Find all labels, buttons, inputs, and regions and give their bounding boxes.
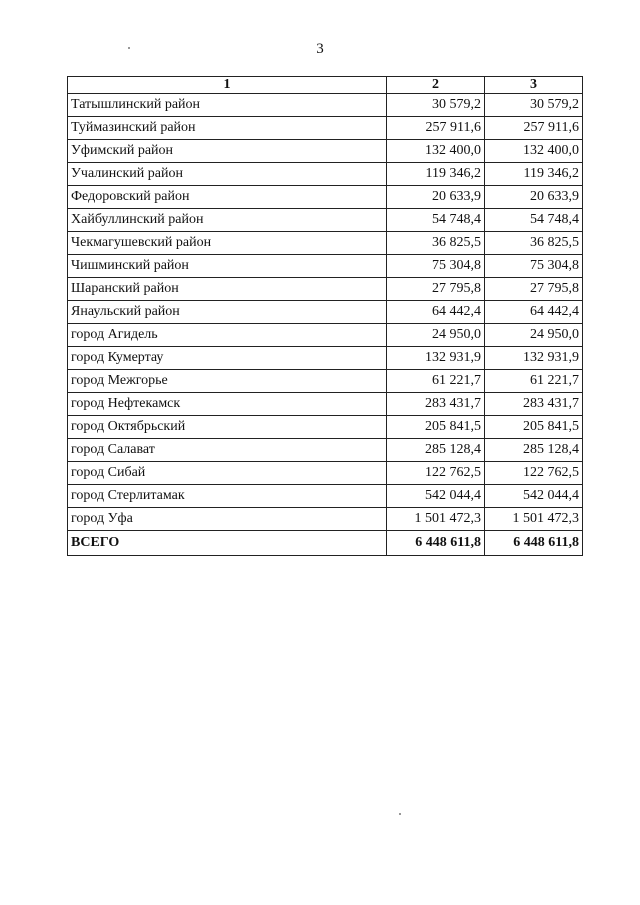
- district-name: Уфимский район: [68, 140, 387, 163]
- value-col3: 1 501 472,3: [485, 508, 583, 531]
- district-name: город Агидель: [68, 324, 387, 347]
- header-row: [68, 77, 583, 94]
- district-name: город Октябрьский: [68, 416, 387, 439]
- table-row: [68, 370, 583, 393]
- value-col3: 257 911,6: [485, 117, 583, 140]
- column-header: 2: [387, 77, 485, 94]
- district-name: Туймазинский район: [68, 117, 387, 140]
- value-col3: 285 128,4: [485, 439, 583, 462]
- value-col3: 24 950,0: [485, 324, 583, 347]
- table-row: [68, 94, 583, 117]
- table-row: [68, 140, 583, 163]
- district-name: город Уфа: [68, 508, 387, 531]
- value-col3: 132 931,9: [485, 347, 583, 370]
- table-row: [68, 508, 583, 531]
- value-col2: 24 950,0: [387, 324, 485, 347]
- value-col2: 122 762,5: [387, 462, 485, 485]
- value-col2: 20 633,9: [387, 186, 485, 209]
- scan-speck: [399, 813, 401, 815]
- district-name: город Салават: [68, 439, 387, 462]
- district-name: город Нефтекамск: [68, 393, 387, 416]
- district-name: Хайбуллинский район: [68, 209, 387, 232]
- value-col2: 75 304,8: [387, 255, 485, 278]
- value-col3: 20 633,9: [485, 186, 583, 209]
- value-col3: 542 044,4: [485, 485, 583, 508]
- value-col3: 283 431,7: [485, 393, 583, 416]
- value-col2: 36 825,5: [387, 232, 485, 255]
- district-name: Шаранский район: [68, 278, 387, 301]
- table-row: [68, 209, 583, 232]
- table-row: [68, 439, 583, 462]
- value-col2: 132 931,9: [387, 347, 485, 370]
- value-col3: 75 304,8: [485, 255, 583, 278]
- table-row: [68, 186, 583, 209]
- district-name: Янаульский район: [68, 301, 387, 324]
- page-number: 3: [316, 41, 324, 57]
- total-col2: 6 448 611,8: [387, 531, 485, 556]
- value-col3: 30 579,2: [485, 94, 583, 117]
- column-header: 1: [68, 77, 387, 94]
- value-col3: 205 841,5: [485, 416, 583, 439]
- value-col3: 132 400,0: [485, 140, 583, 163]
- district-name: Учалинский район: [68, 163, 387, 186]
- value-col3: 27 795,8: [485, 278, 583, 301]
- district-name: город Межгорье: [68, 370, 387, 393]
- value-col2: 119 346,2: [387, 163, 485, 186]
- district-name: Чекмагушевский район: [68, 232, 387, 255]
- table-row: [68, 301, 583, 324]
- value-col2: 30 579,2: [387, 94, 485, 117]
- value-col2: 205 841,5: [387, 416, 485, 439]
- district-name: Федоровский район: [68, 186, 387, 209]
- district-name: город Стерлитамак: [68, 485, 387, 508]
- table-row: [68, 462, 583, 485]
- value-col2: 1 501 472,3: [387, 508, 485, 531]
- total-row: [68, 531, 583, 556]
- value-col2: 542 044,4: [387, 485, 485, 508]
- column-header: 3: [485, 77, 583, 94]
- table-row: [68, 232, 583, 255]
- table-row: [68, 117, 583, 140]
- value-col2: 54 748,4: [387, 209, 485, 232]
- table-row: [68, 393, 583, 416]
- value-col2: 257 911,6: [387, 117, 485, 140]
- scan-speck: [128, 47, 130, 49]
- value-col3: 119 346,2: [485, 163, 583, 186]
- district-name: город Кумертау: [68, 347, 387, 370]
- table-row: [68, 416, 583, 439]
- value-col2: 61 221,7: [387, 370, 485, 393]
- value-col3: 64 442,4: [485, 301, 583, 324]
- table-row: [68, 485, 583, 508]
- table-row: [68, 347, 583, 370]
- table-row: [68, 163, 583, 186]
- value-col3: 61 221,7: [485, 370, 583, 393]
- district-name: город Сибай: [68, 462, 387, 485]
- value-col3: 122 762,5: [485, 462, 583, 485]
- district-name: Татышлинский район: [68, 94, 387, 117]
- value-col2: 27 795,8: [387, 278, 485, 301]
- table-row: [68, 255, 583, 278]
- table-row: [68, 278, 583, 301]
- total-label: ВСЕГО: [68, 531, 387, 556]
- table-row: [68, 324, 583, 347]
- value-col2: 132 400,0: [387, 140, 485, 163]
- value-col2: 285 128,4: [387, 439, 485, 462]
- value-col2: 64 442,4: [387, 301, 485, 324]
- value-col3: 54 748,4: [485, 209, 583, 232]
- district-name: Чишминский район: [68, 255, 387, 278]
- total-col3: 6 448 611,8: [485, 531, 583, 556]
- budget-table: [67, 76, 583, 556]
- value-col3: 36 825,5: [485, 232, 583, 255]
- value-col2: 283 431,7: [387, 393, 485, 416]
